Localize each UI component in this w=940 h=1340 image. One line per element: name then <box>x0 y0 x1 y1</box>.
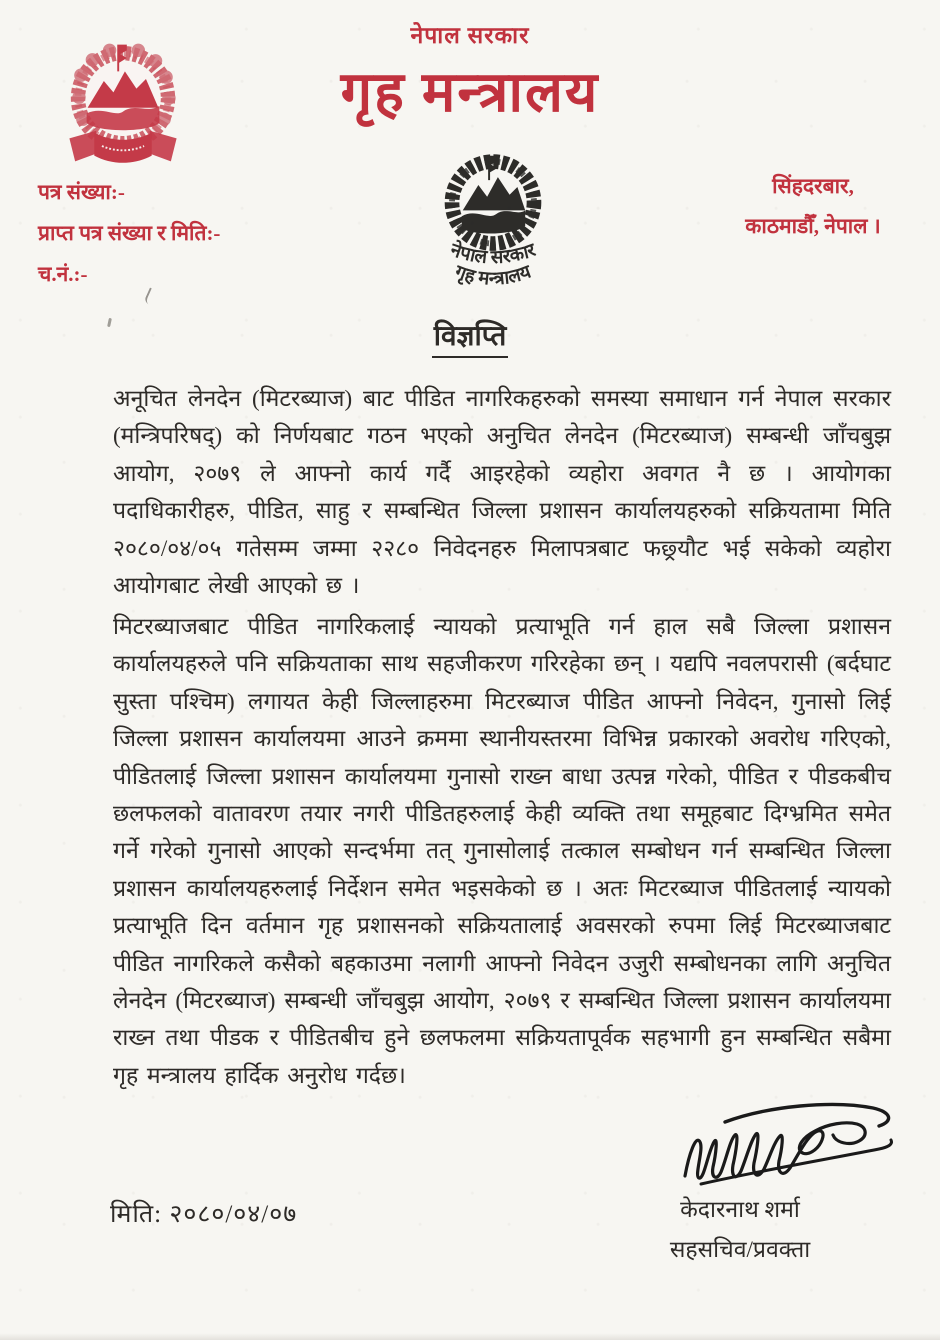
signatory-block <box>610 1190 870 1270</box>
reference-fields <box>38 172 338 295</box>
scan-edge <box>0 1333 940 1340</box>
ref-dispatch-number: च.नं.:- <box>38 262 88 286</box>
paragraph-1: अनूचित लेनदेन (मिटरब्याज) बाट पीडित नागरिकहरुको समस्या समाधान गर्न नेपाल सरकार (मन्त्रिपरिषद्) को निर्णयबाट गठन भएको अनुचित लेनदेन (मिटरब्याज) सम्बन्धी जाँचबुझ आयोग, २०७९ ले आफ्नो कार्य गर्दै आइरहेको व्यहोरा अवगत नै छ । आयोगका पदाधिकारीहरु, पीडित, साहु र सम्बन्धित जिल्ला प्रशासन कार्यालयहरुको सक्रियतामा मिति २०८०/०४/०५ गतेसम्म जम्मा २२८० निवेदनहरु मिलापत्रबाट फछ्र्यौट भई सकेको व्यहोरा आयोगबाट लेखी आएको छ । <box>113 386 891 599</box>
stamp-text-government: नेपाल सरकार <box>447 239 539 269</box>
signatory-designation: सहसचिव/प्रवक्ता <box>669 1237 811 1262</box>
ref-received-number-date: प्राप्त पत्र संख्या र मिति:- <box>38 221 221 245</box>
stamp-text-ministry: गृह मन्त्रालय <box>452 261 534 290</box>
notice-heading <box>0 316 940 354</box>
notice-heading-text: विज्ञप्ति <box>432 321 509 358</box>
signature-icon <box>672 1092 904 1192</box>
government-name: नेपाल सरकार <box>410 23 530 48</box>
paragraph-2: मिटरब्याजबाट पीडित नागरिकलाई न्यायको प्रत्याभूति गर्न हाल सबै जिल्ला प्रशासन कार्यालयहरुले पनि सक्रियताका साथ सहजीकरण गरिरहेका छन् । यद्यपि नवलपरासी (बर्दघाट सुस्ता पश्चिम) लगायत केही जिल्लाहरुमा मिटरब्याज पीडित आफ्नो निवेदन, गुनासो लिई जिल्ला प्रशासन कार्यालयमा आउने क्रममा स्थानीयस्तरमा विभिन्न प्रकारको अवरोध गरिएको, पीडितलाई जिल्ला प्रशासन कार्यालयमा गुनासो राख्न बाधा उत्पन्न गरेको, पीडित र पीडकबीच छलफलको वातावरण तयार नगरी पीडितहरुलाई केही व्यक्ति तथा समूहबाट दिग्भ्रमित समेत गर्ने गरेको गुनासो आएको सन्दर्भमा तत् गुनासोलाई तत्काल सम्बोधन गर्न सम्बन्धित जिल्ला प्रशासन कार्यालयहरुलाई निर्देशन समेत भइसकेको छ । अतः मिटरब्याज पीडितलाई न्यायको प्रत्याभूति दिन वर्तमान गृह प्रशासनको सक्रियतालाई अवसरको रुपमा लिई मिटरब्याजबाट पीडित नागरिकले कसैको बहकाउमा नलागी आफ्नो निवेदन उजुरी सम्बोधनका लागि अनुचित लेनदेन (मिटरब्याज) सम्बन्धी जाँचबुझ आयोग, २०७९ र सम्बन्धित जिल्ला प्रशासन कार्यालयमा राख्न तथा पीडक र पीडितबीच हुने छलफलमा सक्रियतापूर्वक सहभागी हुन सम्बन्धित सबैमा गृह मन्त्रालय हार्दिक अनुरोध गर्दछ। <box>113 614 891 1088</box>
address-line-2: काठमाडौँ, नेपाल । <box>745 214 881 238</box>
date-line: मिति: २०८०/०४/०७ <box>110 1201 298 1228</box>
ministry-name: गृह मन्त्रालय <box>340 62 600 124</box>
ministry-stamp-icon <box>418 144 568 306</box>
address-line-1: सिंहदरबार, <box>772 174 854 198</box>
signatory-name: केदारनाथ शर्मा <box>680 1197 800 1222</box>
ref-letter-number: पत्र संख्या:- <box>38 180 125 204</box>
address-block <box>708 166 918 246</box>
